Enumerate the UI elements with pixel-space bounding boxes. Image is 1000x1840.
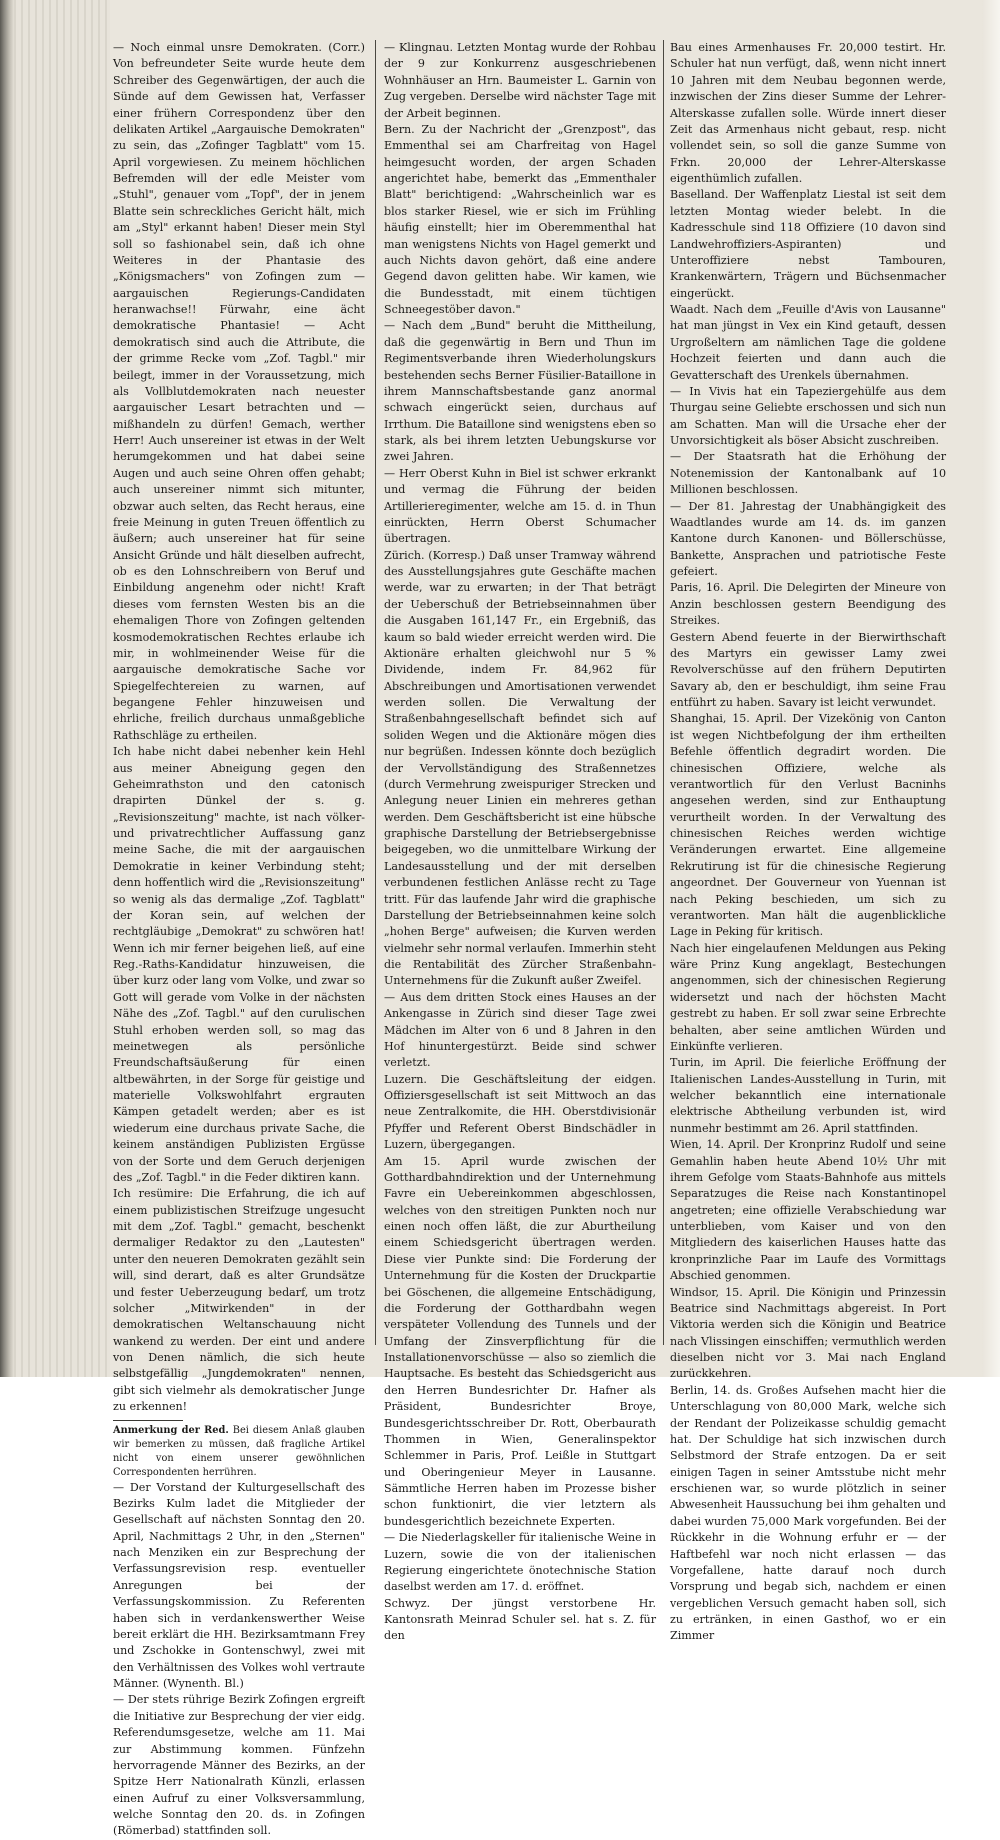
article-schwyz: Schwyz. Der jüngst verstorbene Hr. Kantonsrath Meinrad Schuler sel. hat s. Z. für den xyxy=(384,1596,656,1643)
article-gotthard: Am 15. April wurde zwischen der Gotthardbahndirektion und der Unternehmung Favre ein Uebereinkommen abgeschlossen, welches von den streitigen Punkten noch nur einen noch offen läßt, die zur Aburtheilung einem Schiedsgericht übertragen werden. Diese vier Punkte sind: Die Forderung der Unternehmung für die Kosten der Druckpartie bei Göschenen, die allgemeine Entschädigung, die Forderung der Gotthardbahn wegen verspäteter Vollendung des Tunnels und der Umfang der Zinsverpflichtung für die Installationenvorschüsse — also so ziemlich die Hauptsache. Es besteht das Schiedsgericht aus den Herren Bundesrichter Dr. Hafner als Präsident, Bundesrichter Broye, Bundesgerichtsschreiber Dr. Rott, Oberbaurath Thommen in Wien, Generalinspektor Schlemmer in Paris, Prof. Leißle in Stuttgart und Oberingenieur Meyer in Lausanne. Sämmtliche Herren haben im Prozesse bisher schon funktionirt, die vier letztern als bundesgerichtlich bezeichnete Experten. xyxy=(384,1154,656,1528)
article-bund: — Nach dem „Bund" beruht die Mittheilung, daß die gegenwärtig in Bern und Thun im Regimentsverbande ihren Wiederholungskurs bestehenden sechs Berner Füsilier-Bataillone in ihrem Mannschaftsbestande ganz anormal schwach eingerückt seien, durchaus auf Irrthum. Die Bataillone sind wenigstens eben so stark, als bei ihrem letzten Uebungskurse vor zwei Jahren. xyxy=(384,319,656,464)
article-berlin: Berlin, 14. ds. Großes Aufsehen macht hier die Unterschlagung von 80,000 Mark, welche sich der Rendant der Polizeikasse schuldig gemacht hat. Der Schuldige hat sich inzwischen durch Selbstmord der Strafe entzogen. Da er seit einigen Tagen in seiner Amtsstube nicht mehr erschienen war, so wurde plötzlich in seiner Abwesenheit Haussuchung bei ihm gehalten und dabei wurden 75,000 Mark vorgefunden. Bei der Rückkehr in die Wohnung erfuhr er — der Haftbefehl war noch nicht erlassen — das Vorgefallene, hatte darauf noch durch Vorsprung und begab sich, nachdem er einen vergeblichen Versuch gemacht haben soll, sich zu ertränken, in einen Gasthof, wo er ein Zimmer xyxy=(670,1383,946,1643)
column-rule xyxy=(375,40,376,1345)
article-vivis: — In Vivis hat ein Tapeziergehülfe aus dem Thurgau seine Geliebte erschossen und sich nun am Schatten. Man will die Ursache eher der Unvorsichtigkeit als böser Absicht zuschreiben. xyxy=(670,384,946,447)
page-right-edge xyxy=(982,0,1000,1377)
editor-note-text: Bei diesem Anlaß glauben wir bemerken zu müssen, daß fragliche Artikel nicht von einem unserer gewöhnlichen Correspondenten herrühren. xyxy=(113,1424,365,1478)
article-zofingen: — Der stets rührige Bezirk Zofingen ergreift die Initiative zur Besprechung der vier eidg. Referendumsgesetze, welche am 11. Mai zur Abstimmung kommen. Fünfzehn hervorragende Männer des Bezirks, an der Spitze Herr Nationalrath Künzli, erlassen einen Aufruf zu einer Volksversammlung, welche Sonntag den 20. ds. in Zofingen (Römerbad) stattfinden soll. xyxy=(113,1693,365,1838)
article-shanghai: Shanghai, 15. April. Der Vizekönig von Canton ist wegen Nichtbefolgung der ihm ertheilten Befehle öffentlich degradirt worden. Die chinesischen Offiziere, welche als verantwortlich für den Verlust Bacninhs angesehen werden, sind zur Enthauptung verurtheilt worden. In der Verwaltung des chinesischen Reiches werden wichtige Veränderungen erwartet. Eine allgemeine Rekrutirung ist für die chinesische Regierung angeordnet. Der Gouverneur von Yuennan ist nach Peking beschieden, um sich zu verantworten. Man hält die augenblickliche Lage in Peking für kritisch. xyxy=(670,712,946,939)
article-turin: Turin, im April. Die feierliche Eröffnung der Italienischen Landes-Ausstellung in Turin, mit welcher bekanntlich eine internationale elektrische Abtheilung verbunden ist, wird nunmehr bestimmt am 26. April stattfinden. xyxy=(670,1056,946,1135)
article-demokraten: — Noch einmal unsre Demokraten. (Corr.) Von befreundeter Seite wurde heute dem Schreiber des Gegenwärtigen, der auch die Sünde auf dem Gewissen hat, Verfasser einer frühern Correspondenz über den delikaten Artikel „Aargauische Demokraten" zu sein, das „Zofinger Tagblatt" vom 15. April vorgewiesen. Zu meinem höchlichen Befremden will der edle Meister vom „Stuhl", genauer vom „Topf", der in jenem Blatte sein schreckliches Gericht hält, mich am „Styl" erkannt haben! Dieser mein Styl soll so fashionabel sein, daß ich ohne Weiteres in der Phantasie des „Königsmachers" von Zofingen zum — aargauischen Regierungs-Candidaten heranwachse!! Fürwahr, eine ächt demokratische Phantasie! — Acht demokratisch sind auch die Attribute, die der grimme Recke vom „Zof. Tagbl." mir beilegt, immer in der Voraussetzung, mich als Vollblutdemokraten nach neuester aargauischer Lesart betrachten und — mißhandeln zu dürfen! Gemach, werther Herr! Auch unsereiner ist etwas in der Welt herumgekommen und hat dabei seine Augen und auch seine Ohren offen gehabt; auch unsereiner nimmt sich mitunter, obzwar auch selten, das Recht heraus, eine freie Meinung in guten Treuen öffentlich zu äußern; auch unsereiner hat für seine Ansicht Gründe und hält dieselben aufrecht, ob es den Lohnschreibern von Beruf und Einbildung angenehm oder nicht! Kraft dieses vom fernsten Westen bis an die ehemaligen Thore von Zofingen geltenden kosmodemokratischen Rechtes erlaube ich mir, in wohlmeinender Weise für die aargauische demokratische Sache vor Spiegelfechtereien zu warnen, auf begangene Fehler hinzuweisen und ehrliche, freilich durchaus unmaßgebliche Rathschläge zu ertheilen. xyxy=(113,41,365,742)
article-staatsrath: — Der Staatsrath hat die Erhöhung der Notenemission der Kantonalbank auf 10 Millionen beschlossen. xyxy=(670,450,946,497)
page-stack-margin xyxy=(14,0,110,1377)
article-paris: Paris, 16. April. Die Delegirten der Mineure von Anzin beschlossen gestern Beendigung des Streikes. xyxy=(670,581,946,628)
article-peking: Nach hier eingelaufenen Meldungen aus Peking wäre Prinz Kung angeklagt, Bestechungen angenommen, sich der chinesischen Regierung widersetzt und nach der höchsten Macht gestrebt zu haben. Er soll zwar seine Erbrechte behalten, aber seine amtlichen Würden und Einkünfte verlieren. xyxy=(670,941,946,1053)
separator-rule xyxy=(113,1420,183,1421)
article-demokraten-summary: Ich resümire: Die Erfahrung, die ich auf einem publizistischen Streifzuge ungesucht mit dem „Zof. Tagbl." gemacht, beschenkt dermaliger Redaktor zu den „Lautesten" unter den neueren Demokraten gezählt sein will, sind derart, daß es alter Grundsätze und fester Ueberzeugung bedarf, um trotz solcher „Mitwirkenden" in der demokratischen Weltanschauung nicht wankend zu werden. Der eint und andere von Denen nämlich, die sich heute selbstgefällig „Jungdemokraten" nennen, gibt sich vielmehr als demokratischer Junge zu erkennen! xyxy=(113,1187,365,1414)
article-paris-savary: Gestern Abend feuerte in der Bierwirthschaft des Martyrs ein gewisser Lamy zwei Revolverschüsse auf den frühern Deputirten Savary ab, den er beschuldigt, ihm seine Frau entführt zu haben. Savary ist leicht verwundet. xyxy=(670,630,946,709)
article-bern: Bern. Zu der Nachricht der „Grenzpost", das Emmenthal sei am Charfreitag von Hagel heimgesucht worden, der argen Schaden angerichtet habe, bemerkt das „Emmenthaler Blatt" berichtigend: „Wahrscheinlich war es blos starker Riesel, wie er sich im Frühling häufig einstellt; hier im Oberemmenthal hat man wenigstens Nichts von Hagel gemerkt und auch Nichts davon gehört, daß eine andere Gegend davon gelitten habe. Wir kamen, wie die Bundesstadt, mit einem tüchtigen Schneegestöber davon." xyxy=(384,122,656,316)
article-oberst-kuhn: — Herr Oberst Kuhn in Biel ist schwer erkrankt und vermag die Führung der beiden Artillerieregimenter, welche am 15. d. in Thun einrückten, Herrn Oberst Schumacher übertragen. xyxy=(384,466,656,546)
binding-spine xyxy=(0,0,14,1377)
article-wien: Wien, 14. April. Der Kronprinz Rudolf und seine Gemahlin haben heute Abend 10½ Uhr mit ihrem Gefolge vom Staats-Bahnhofe aus mittels Separatzuges die Reise nach Konstantinopel angetreten; eine offizielle Verabschiedung war unterblieben, vom Kaiser und von den Mitgliedern des kaiserlichen Hauses hatte das kronprinzliche Paar im Laufe des Vormittags Abschied genommen. xyxy=(670,1138,946,1283)
column-3 xyxy=(670,40,946,1643)
editor-note xyxy=(113,1424,365,1480)
column-1 xyxy=(113,40,365,1838)
article-jahrestag: — Der 81. Jahrestag der Unabhängigkeit des Waadtlandes wurde am 14. ds. im ganzen Kantone durch Kanonen- und Böllerschüsse, Bankette, Ansprachen und patriotische Feste gefeiert. xyxy=(670,499,946,578)
article-baselland: Baselland. Der Waffenplatz Liestal ist seit dem letzten Montag wieder belebt. In die Kadresschule sind 118 Offiziere (10 davon sind Landwehroffiziers-Aspiranten) und Unteroffiziere nebst Tambouren, Krankenwärtern, Trägern und Büchsenmacher eingerückt. xyxy=(670,188,946,300)
editor-note-label: Anmerkung der Red. xyxy=(113,1424,229,1436)
article-demokraten-cont: Ich habe nicht dabei nebenher kein Hehl aus meiner Abneigung gegen den Geheimrathston und den catonisch drapirten Dünkel der s. g. „Revisionszeitung" machte, ist nach völker- und privatrechtlicher Auffassung ganz meine Sache, die mit der aargauischen Demokratie in keiner Verbindung steht; denn hoffentlich wird die „Revisionszeitung" so wenig als das dermalige „Zof. Tagblatt" der Koran sein, auf welchen der rechtgläubige „Demokrat" zu schwören hat! Wenn ich mir ferner beigehen ließ, auf eine Reg.-Raths-Kandidatur hinzuweisen, die über kurz oder lang vom Volke, und zwar so Gott will gerade vom Volke in der nächsten Nähe des „Zof. Tagbl." auf den curulischen Stuhl erhoben werden soll, so mag das meinetwegen als persönliche Freundschaftsäußerung für einen altbewährten, in der Sorge für geistige und materielle Volkswohlfahrt ergrauten Kämpen getadelt werden; aber es ist wiederum eine durchaus private Sache, die keinem anständigen Publizisten Ergüsse von der Sorte und dem Geruch derjenigen des „Zof. Tagbl." in die Feder diktiren kann. xyxy=(113,745,365,1184)
article-windsor: Windsor, 15. April. Die Königin und Prinzessin Beatrice sind Nachmittags abgereist. In Port Viktoria werden sich die Königin und Beatrice nach Vlissingen einschiffen; vermuthlich werden dieselben nicht vor 3. Mai nach England zurückkehren. xyxy=(670,1285,946,1381)
column-rule xyxy=(663,40,664,1345)
article-ankengasse: — Aus dem dritten Stock eines Hauses an der Ankengasse in Zürich sind dieser Tage zwei Mädchen im Alter von 6 und 8 Jahren in den Hof hinuntergestürzt. Beide sind schwer verletzt. xyxy=(384,990,656,1070)
article-kulturgesellschaft: — Der Vorstand der Kulturgesellschaft des Bezirks Kulm ladet die Mitglieder der Gesellschaft auf nächsten Sonntag den 20. April, Nachmittags 2 Uhr, in den „Sternen" nach Menziken ein zur Besprechung der Verfassungsrevision resp. eventueller Anregungen bei der Verfassungskommission. Zu Referenten haben sich in verdankenswerther Weise bereit erklärt die HH. Bezirksamtmann Frey und Zschokke in Gontenschwyl, zwei mit den Verhältnissen des Volkes wohl vertraute Männer. (Wynenth. Bl.) xyxy=(113,1480,365,1690)
article-armenhaus: Bau eines Armenhauses Fr. 20,000 testirt. Hr. Schuler hat nun verfügt, daß, wenn nicht innert 10 Jahren mit dem Neubau begonnen werde, inzwischen der Zins dieser Summe der Lehrer-Alterskasse zufallen solle. Würde innert dieser Zeit das Armenhaus nicht gebaut, resp. nicht vollendet sein, so soll die ganze Summe von Frkn. 20,000 der Lehrer-Alterskasse eigenthümlich zufallen. xyxy=(670,41,946,185)
article-weinkeller: — Die Niederlagskeller für italienische Weine in Luzern, sowie die von der italienischen Regierung eingerichtete önotechnische Station daselbst werden am 17. d. eröffnet. xyxy=(384,1531,656,1594)
article-luzern: Luzern. Die Geschäftsleitung der eidgen. Offiziersgesellschaft ist seit Mittwoch an das neue Zentralkomite, die HH. Oberstdivisionär Pfyffer und Referent Oberst Bindschädler in Luzern, übergegangen. xyxy=(384,1072,656,1152)
article-waadt: Waadt. Nach dem „Feuille d'Avis von Lausanne" hat man jüngst in Vex ein Kind getauft, dessen Urgroßeltern am nämlichen Tage die goldene Hochzeit feierten und dann auch die Gevatterschaft des Urenkels übernahmen. xyxy=(670,303,946,382)
article-klingnau: — Klingnau. Letzten Montag wurde der Rohbau der 9 zur Konkurrenz ausgeschriebenen Wohnhäuser an Hrn. Baumeister L. Garnin von Zug vergeben. Derselbe wird nächster Tage mit der Arbeit beginnen. xyxy=(384,41,656,120)
column-2 xyxy=(384,40,656,1643)
article-zuerich-tramway: Zürich. (Korresp.) Daß unser Tramway während des Ausstellungsjahres gute Geschäfte machen werde, war zu erwarten; in der That beträgt der Ueberschuß der Betriebseinnahmen über die Ausgaben 161,147 Fr., ein Ergebniß, das kaum so bald wieder erreicht werden wird. Die Aktionäre erhalten gleichwohl nur 5 % Dividende, indem Fr. 84,962 für Abschreibungen und Amortisationen verwendet werden sollen. Die Verwaltung der Straßenbahngesellschaft befindet sich auf soliden Wegen und die Aktionäre mögen dies nur begrüßen. Indessen könnte doch bezüglich der Vervollständigung des Straßennetzes (durch Vermehrung zweispuriger Strecken und Anlegung neuer Linien ein mehreres gethan werden. Dem Geschäftsbericht ist eine hübsche graphische Darstellung der Betriebsergebnisse beigegeben, wo die unmittelbare Wirkung der Landesausstellung und der mit derselben verbundenen festlichen Anlässe recht zu Tage tritt. Für das laufende Jahr wird die graphische Darstellung der Betriebseinnahmen keine solch „hohen Berge" aufweisen; die Kurven werden vielmehr sehr normal verlaufen. Immerhin steht die Rentabilität des Zürcher Straßenbahn-Unternehmens für die Zukunft außer Zweifel. xyxy=(384,548,656,988)
